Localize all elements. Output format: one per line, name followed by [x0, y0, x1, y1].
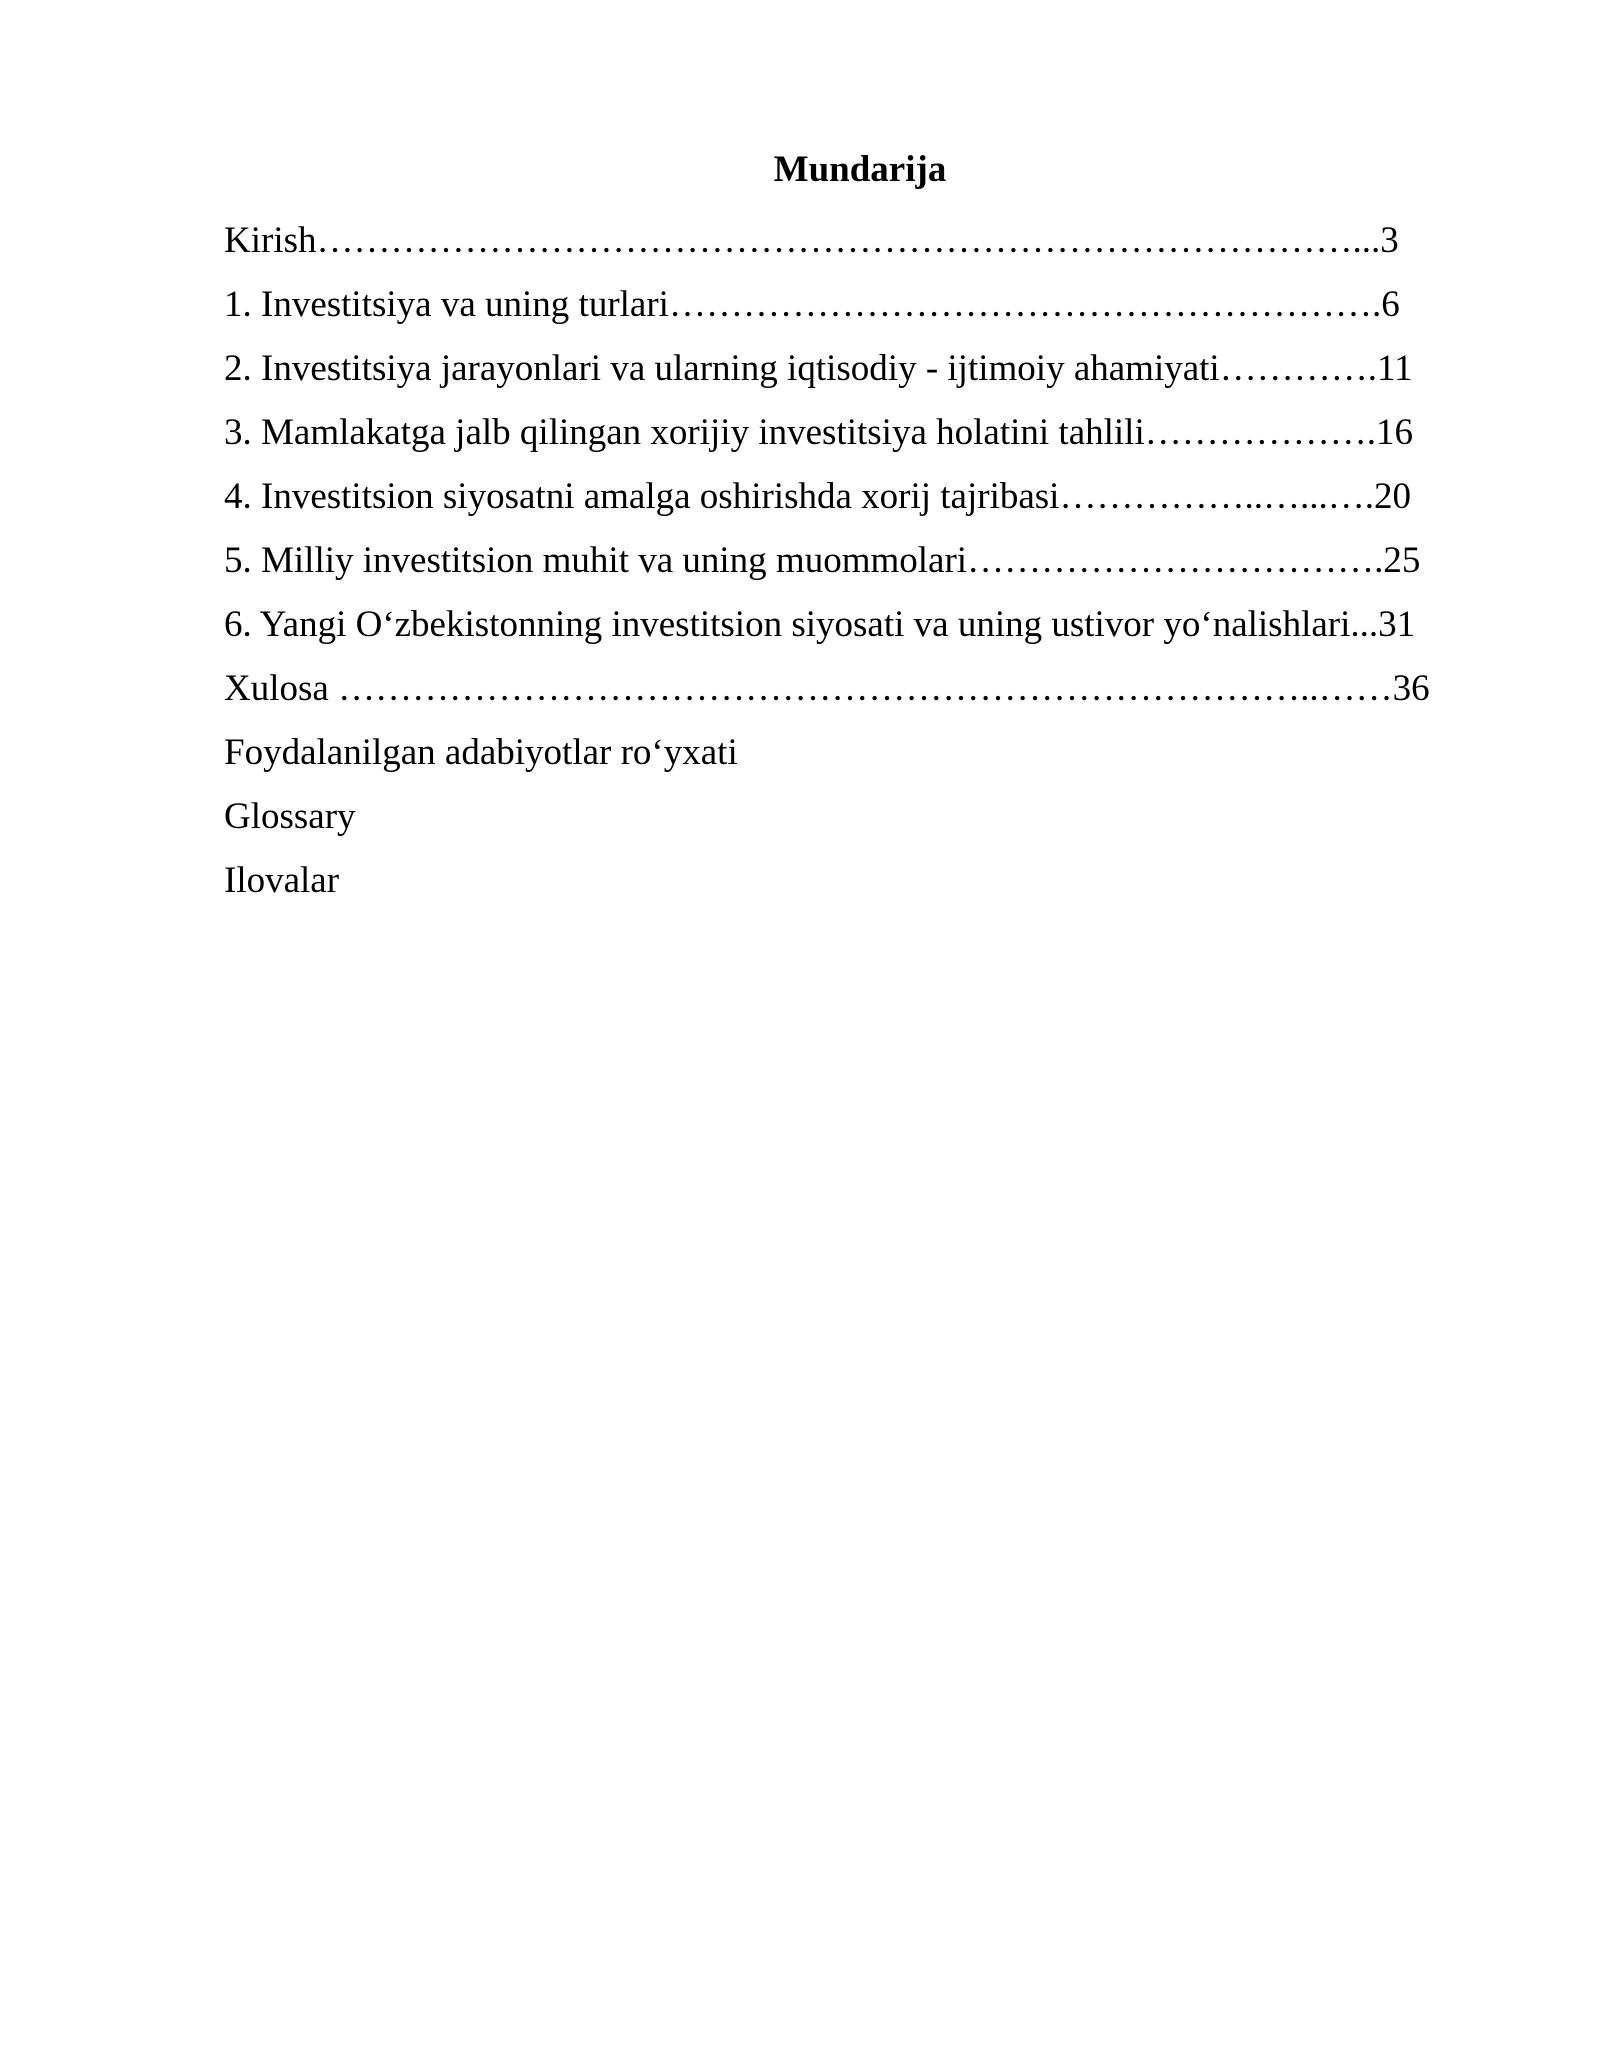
- toc-entry-xulosa: Xulosa ……………………………………………………………………..……36: [224, 668, 1430, 709]
- toc-title: Mundarija: [773, 149, 947, 190]
- toc-entry-2: 2. Investitsiya jarayonlari va ularning iqtisodiy - ijtimoiy ahamiyati………….11: [224, 348, 1413, 389]
- toc-entry-references: Foydalanilgan adabiyotlar ro‘yxati: [224, 732, 738, 773]
- toc-entry-appendices: Ilovalar: [224, 860, 340, 901]
- toc-entry-4: 4. Investitsion siyosatni amalga oshirishda xorij tajribasi……………..…...….20: [224, 476, 1411, 517]
- toc-entry-3: 3. Mamlakatga jalb qilingan xorijiy investitsiya holatini tahlili……………….16: [224, 412, 1413, 453]
- toc-entry-5: 5. Milliy investitsion muhit va uning muommolari…………………………….25: [224, 540, 1421, 581]
- toc-list: [224, 209, 1430, 913]
- toc-entry-6: 6. Yangi O‘zbekistonning investitsion siyosati va uning ustivor yo‘nalishlari...31: [224, 604, 1416, 645]
- toc-entry-kirish: Kirish…………………………………………………………………………...3: [224, 220, 1399, 261]
- toc-entry-1: 1. Investitsiya va uning turlari………………………………………………….6: [224, 284, 1400, 325]
- toc-entry-glossary: Glossary: [224, 796, 356, 837]
